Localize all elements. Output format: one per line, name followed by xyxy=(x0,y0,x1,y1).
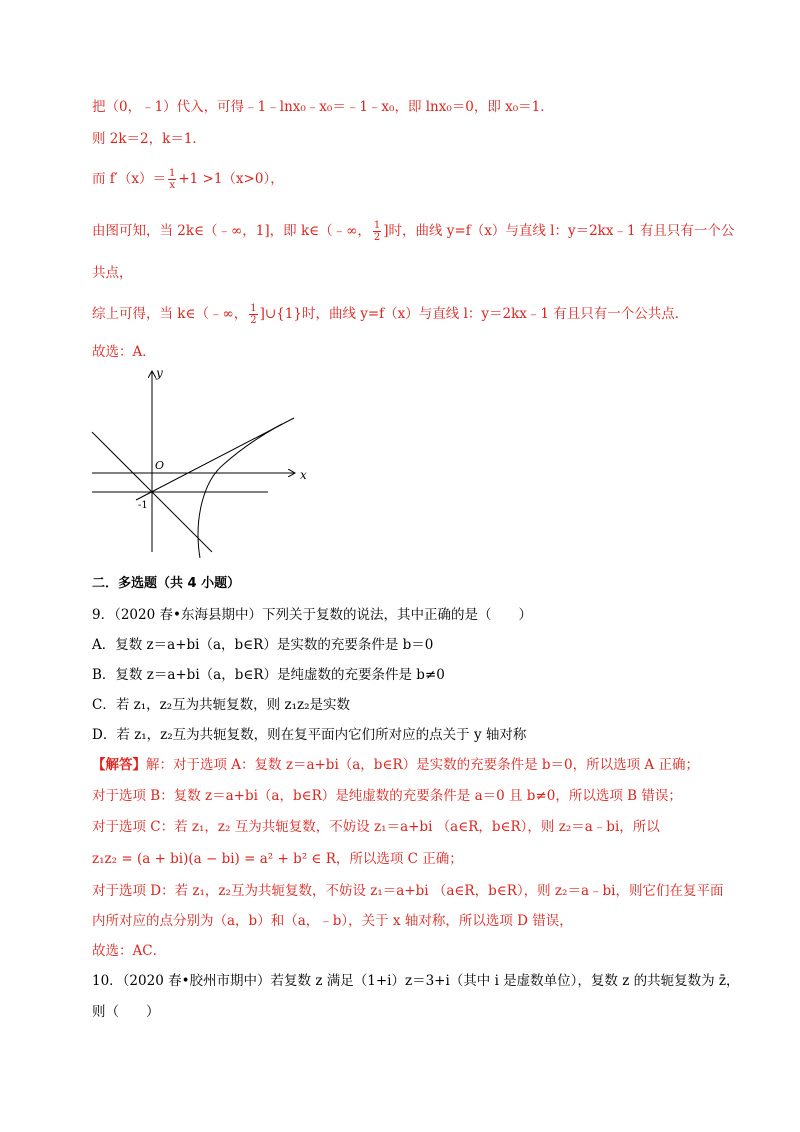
solution-line-6: 综上可得，当 k∈（﹣∞， $\frac{1}{2}$ ]∪{1}时，曲线 y=f（x）与直线 l：y＝2kx﹣1 有且只有一个公共点． xyxy=(92,303,689,326)
q9-option-a: A．复数 z＝a+bi（a，b∈R）是实数的充要条件是 b＝0 xyxy=(92,637,434,653)
log-curve xyxy=(198,424,282,558)
minus-one-label: -1 xyxy=(138,500,148,511)
function-graph xyxy=(82,362,312,558)
q9-answer-line-4: z₁z₂ = (a + bi)(a − bi) = a² + b² ∈ R，所以选项 C 正确； xyxy=(92,851,463,867)
solution-line-2: 则 2k＝2，k＝1． xyxy=(92,131,206,147)
q9-answer-line-3: 对于选项 C：若 z₁，z₂ 互为共轭复数，不妨设 z₁＝a+bi （a∈R，b∈R），则 z₂＝a﹣bi，所以 xyxy=(92,819,660,835)
q9-option-b: B．复数 z＝a+bi（a，b∈R）是纯虚数的充要条件是 b≠0 xyxy=(92,667,445,683)
origin-label: O xyxy=(155,459,165,472)
derivative-text: 而 f′（x）＝ xyxy=(92,171,166,187)
fraction-1-over-2: $\frac{1}{2}$ xyxy=(373,220,381,243)
q9-option-d: D．若 z₁，z₂互为共轭复数，则在复平面内它们所对应的点关于 y 轴对称 xyxy=(92,727,527,743)
x-axis-label: x xyxy=(300,468,307,482)
q9-answer-line-2: 对于选项 B：复数 z＝a+bi（a，b∈R）是纯虚数的充要条件是 a＝0 且 b≠0，所以选项 B 错误； xyxy=(92,788,682,804)
q9-answer-line-1: 【解答】解：对于选项 A：复数 z＝a+bi（a，b∈R）是实数的充要条件是 b＝0，所以选项 A 正确； xyxy=(92,757,699,773)
q9-answer-line-7: 故选：AC． xyxy=(92,943,167,959)
solution-line-4: 由图可知，当 2k∈（﹣∞，1]，即 k∈（﹣∞， $\frac{1}{2}$ ]时，曲线 y=f（x）与直线 l：y＝2kx﹣1 有且只有一个公 xyxy=(92,220,735,243)
q9-answer-line-6: 内所对应的点分别为（a，b）和（a，﹣b），关于 x 轴对称，所以选项 D 错误， xyxy=(92,913,573,929)
y-axis-label: y xyxy=(156,366,163,380)
solution-line-5: 共点， xyxy=(92,265,133,281)
fraction-1-over-2: $\frac{1}{2}$ xyxy=(250,303,257,326)
q10-stem-2: 则（ ） xyxy=(92,1004,160,1020)
q9-answer-line-5: 对于选项 D：若 z₁，z₂互为共轭复数，不妨设 z₁＝a+bi （a∈R，b∈R），则 z₂＝a﹣bi，则它们在复平面 xyxy=(92,883,724,899)
answer-tag: 【解答】 xyxy=(92,757,146,773)
q9-stem: 9．（2020 春•东海县期中）下列关于复数的说法，其中正确的是（ ） xyxy=(92,607,532,623)
derivative-text-end: +1 >1（x>0）， xyxy=(178,171,284,187)
q9-option-c: C．若 z₁，z₂互为共轭复数，则 z₁z₂是实数 xyxy=(92,697,351,713)
solution-line-3 xyxy=(92,168,284,191)
section-title: 二．多选题（共 4 小题） xyxy=(92,576,241,591)
solution-line-7: 故选：A． xyxy=(92,344,156,360)
solution-line-1: 把（0，﹣1）代入，可得﹣1﹣lnx₀﹣x₀＝﹣1﹣x₀，即 lnx₀＝0，即 x₀＝1． xyxy=(92,99,554,115)
q10-stem: 10．（2020 春•胶州市期中）若复数 z 满足（1+i）z＝3+i（其中 i 是虚数单位），复数 z 的共轭复数为 z̄， xyxy=(92,973,740,989)
fraction-1-over-x: $\frac{1}{x}$ xyxy=(168,168,176,191)
